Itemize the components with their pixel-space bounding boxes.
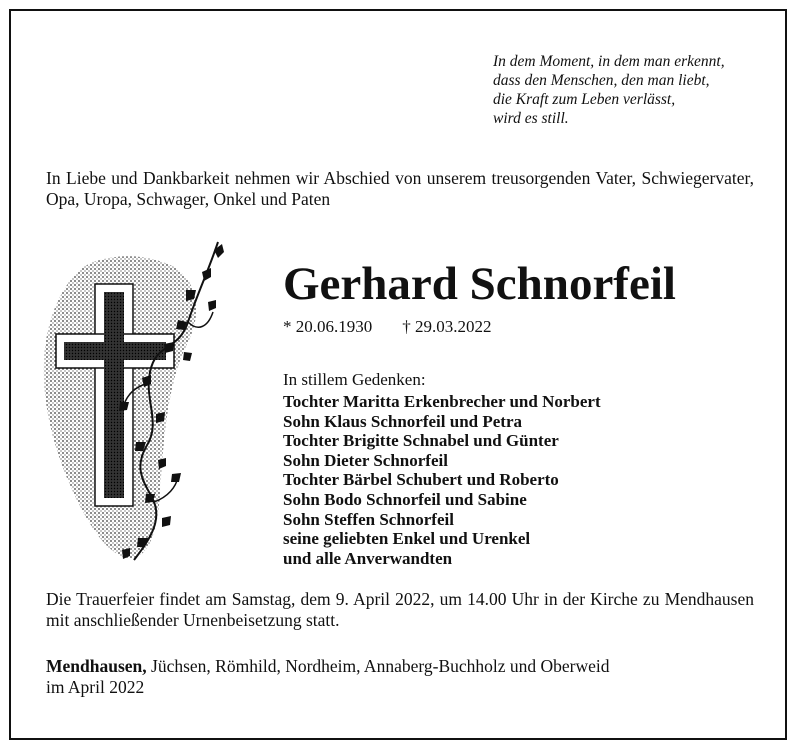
cross-with-ivy-icon [38, 232, 238, 568]
birth-date: * 20.06.1930 [283, 317, 373, 336]
poem-line: die Kraft zum Leben verlässt, [493, 91, 676, 108]
places-rest: Jüchsen, Römhild, Nordheim, Annaberg-Buchholz und Oberweid [146, 656, 610, 676]
deceased-name: Gerhard Schnorfeil [283, 258, 676, 310]
list-item: Sohn Klaus Schnorfeil und Petra [283, 411, 522, 431]
life-dates [283, 316, 492, 338]
poem-line: In dem Moment, in dem man erkennt, [493, 53, 725, 70]
list-item: Sohn Bodo Schnorfeil und Sabine [283, 489, 527, 509]
memory-heading: In stillem Gedenken: [283, 370, 426, 389]
list-item: Tochter Bärbel Schubert und Roberto [283, 470, 559, 490]
poem-line: dass den Menschen, den man liebt, [493, 72, 710, 89]
intro-text: In Liebe und Dankbarkeit nehmen wir Abschied von unserem treusorgenden Vater, Schwiegervater, Opa, Uropa, Schwager, Onkel und Paten [46, 168, 754, 209]
list-item: Sohn Steffen Schnorfeil [283, 509, 454, 529]
funeral-info: Die Trauerfeier findet am Samstag, dem 9. April 2022, um 14.00 Uhr in der Kirche zu Mendhausen mit anschließender Urnenbeisetzung statt. [46, 589, 754, 630]
places-line [46, 656, 754, 698]
list-item: Tochter Maritta Erkenbrecher und Norbert [283, 392, 601, 411]
list-item: seine geliebten Enkel und Urenkel [283, 529, 531, 549]
places-lead: Mendhausen, [46, 656, 147, 676]
poem-line: wird es still. [493, 110, 569, 127]
list-item: Tochter Brigitte Schnabel und Günter [283, 431, 559, 451]
poem [493, 52, 725, 128]
list-item: Sohn Dieter Schnorfeil [283, 450, 448, 470]
list-item: und alle Anverwandten [283, 548, 453, 568]
death-date: † 29.03.2022 [402, 317, 492, 336]
places-date: im April 2022 [46, 677, 145, 697]
mourners-list [283, 392, 601, 568]
